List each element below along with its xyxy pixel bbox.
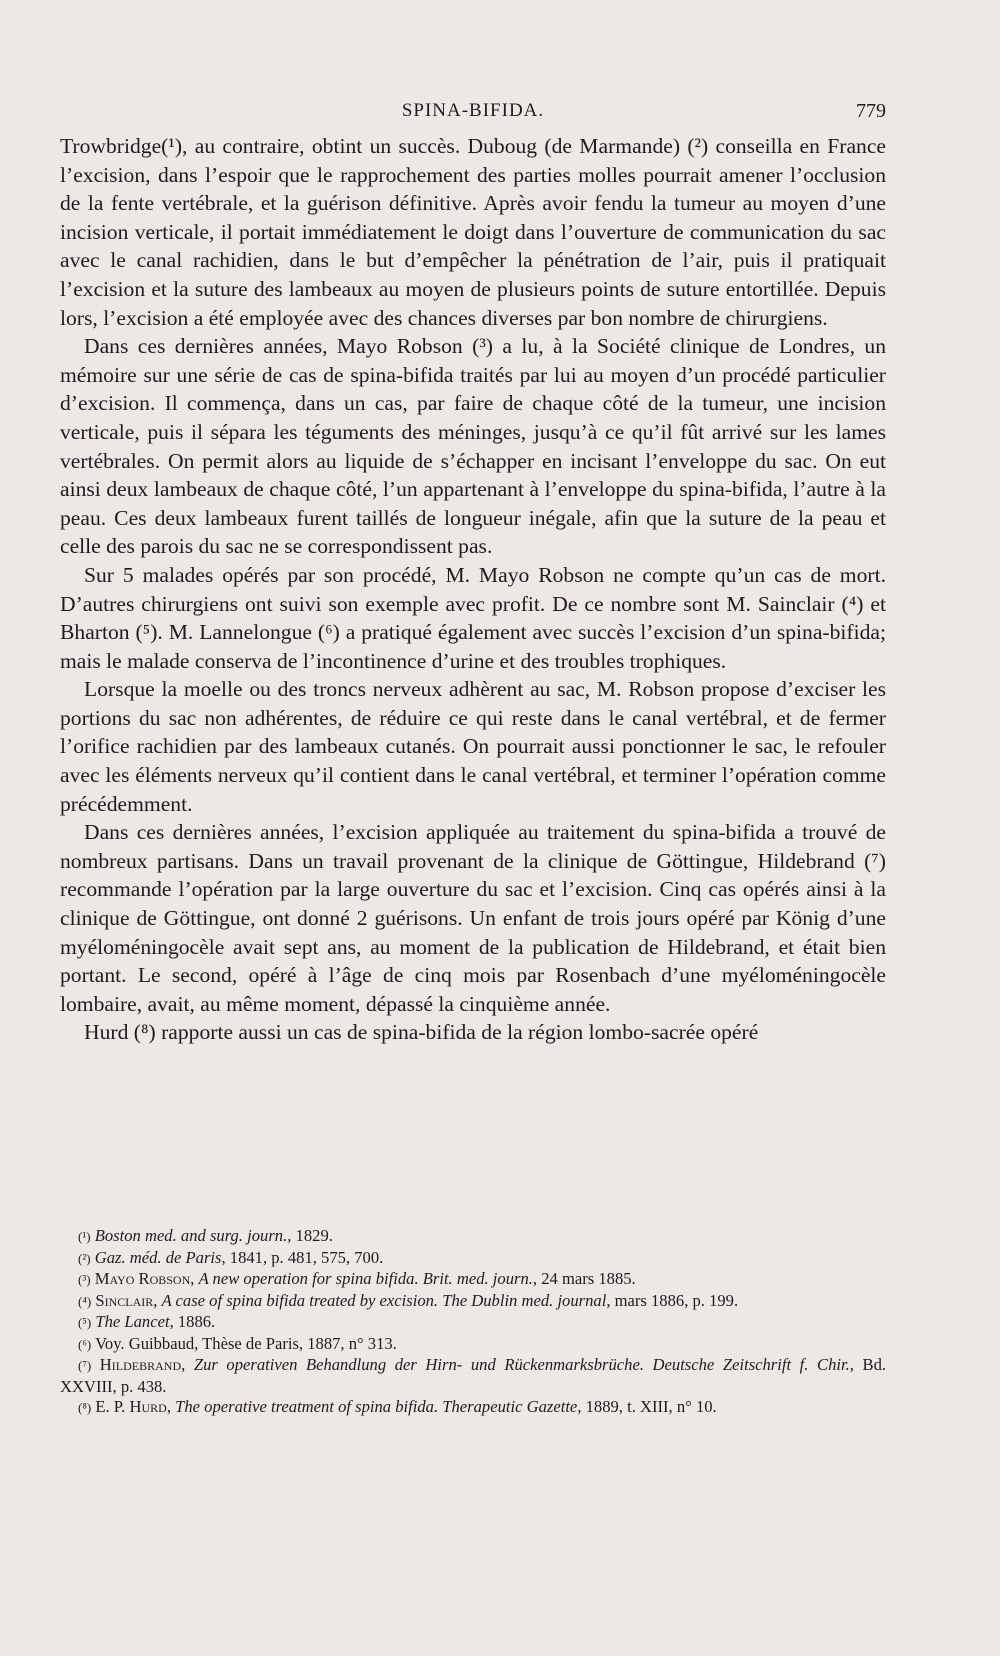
footnote: (⁷) Hildebrand, Zur operativen Behandlung der Hirn- und Rückenmarksbrüche. Deutsche Zeitschrift f. Chir., Bd. XXVIII, p. 438. <box>60 1355 887 1396</box>
footnote-rest: , mars 1886, p. 199. <box>606 1290 739 1310</box>
footnote-mark: (⁷) <box>78 1358 92 1373</box>
footnotes <box>60 1226 886 1419</box>
footnote-rest: Voy. Guibbaud, Thèse de Paris, 1887, n° 313. <box>95 1333 397 1353</box>
footnote: (³) Mayo Robson, A new operation for spina bifida. Brit. med. journ., 24 mars 1885. <box>78 1269 636 1288</box>
footnote: (⁴) Sinclair, A case of spina bifida treated by excision. The Dublin med. journal, mars 1886, p. 199. <box>78 1290 739 1310</box>
footnote-rest: , 1829. <box>287 1226 333 1245</box>
footnote-mark: (⁶) <box>78 1336 92 1352</box>
footnote-mark: (²) <box>78 1250 91 1266</box>
footnote <box>60 1248 886 1270</box>
footnote-rest: , 1841, p. 481, 575, 700. <box>221 1247 384 1267</box>
paragraph: Dans ces dernières années, l’excision appliquée au traitement du spina-bifida a trouvé de nombreux partisans. Dans un travail provenant de la clinique de Göttingue, Hildebrand (⁷) recommande l’opération par la large ouverture du sac et l’excision. Cinq cas opérés ainsi à la clinique de Göttingue, ont donné 2 guérisons. Un enfant de trois jours opéré par König d’une myéloméningocèle avait sept ans, au moment de la publication de Hildebrand, et était bien portant. Le second, opéré à l’âge de cinq mois par Rosenbach d’une myéloméningocèle lombaire, avait, au même moment, dépassé la cinquième année. <box>60 820 886 1016</box>
running-header <box>60 100 886 130</box>
footnote-mark: (⁴) <box>78 1293 92 1309</box>
footnote-rest: , 1889, t. XIII, n° 10. <box>577 1397 717 1416</box>
footnote-title: Gaz. méd. de Paris <box>94 1247 222 1267</box>
footnote: (⁸) E. P. Hurd, The operative treatment of spina bifida. Therapeutic Gazette, 1889, t. XIII, n° 10. <box>78 1397 717 1416</box>
footnote-mark: (³) <box>78 1272 91 1287</box>
paragraph: Hurd (⁸) rapporte aussi un cas de spina-bifida de la région lombo-sacrée opéré <box>84 1020 759 1045</box>
paragraph: Trowbridge(¹), au contraire, obtint un succès. Duboug (de Marmande) (²) conseilla en France l’excision, dans l’espoir que le rapprochement des parties molles pourrait amener l’occlusion de la fente vertébrale, et la guérison définitive. Après avoir fendu la tumeur au moyen d’une incision verticale, il portait immédiatement le doigt dans l’ouverture de communication du sac avec le canal rachidien, dans le but d’empêcher la pénétration de l’air, puis il pratiquait l’excision et la suture des lambeaux au moyen de plusieurs points de suture entortillée. Depuis lors, l’excision a été employée avec des chances diverses par bon nombre de chirurgiens. <box>60 134 886 330</box>
footnote-title: Boston med. and surg. journ. <box>94 1226 288 1245</box>
paragraph: Lorsque la moelle ou des troncs nerveux adhèrent au sac, M. Robson propose d’exciser les portions du sac non adhérentes, de réduire ce qui reste dans le canal vertébral, et de fermer l’orifice rachidien par des lambeaux cutanés. On pourrait aussi ponctionner le sac, le refouler avec les éléments nerveux qu’il contient dans le canal vertébral, et terminer l’opération comme précédemment. <box>60 677 886 816</box>
footnote-author: Mayo Robson <box>94 1269 191 1288</box>
footnote-title: The Lancet <box>95 1312 170 1331</box>
footnote-author: Hildebrand <box>99 1355 182 1374</box>
footnote-mark: (⁵) <box>78 1315 92 1330</box>
paragraph: Sur 5 malades opérés par son procédé, M. Mayo Robson ne compte qu’un cas de mort. D’autres chirurgiens ont suivi son exemple avec profit. De ce nombre sont M. Sainclair (⁴) et Bharton (⁵). M. Lannelongue (⁶) a pratiqué également avec succès l’excision d’un spina-bifida; mais le malade conserva de l’incontinence d’urine et des troubles trophiques. <box>60 562 886 673</box>
page-number: 779 <box>856 100 886 122</box>
footnote-title: The operative treatment of spina bifida. Therapeutic Gazette <box>175 1397 578 1416</box>
footnote-mark: (¹) <box>78 1229 91 1244</box>
body-text <box>60 132 886 1047</box>
footnote-mark: (⁸) <box>78 1400 92 1415</box>
footnote-rest: , Bd. XXVIII, p. 438. <box>60 1355 887 1396</box>
footnote <box>60 1312 886 1334</box>
footnote-author: E. P. Hurd <box>95 1397 167 1416</box>
footnote <box>60 1226 886 1248</box>
footnote-title: Zur operativen Behandlung der Hirn- und Rückenmarksbrüche. Deutsche Zeitschrift f. Chir. <box>193 1355 850 1374</box>
footnote-title: A case of spina bifida treated by excision. The Dublin med. journal <box>161 1290 607 1310</box>
footnote-title: A new operation for spina bifida. Brit. med. journ. <box>198 1269 533 1288</box>
footnote <box>60 1334 886 1356</box>
running-title: SPINA-BIFIDA. <box>401 100 545 121</box>
footnote-rest: , 24 mars 1885. <box>532 1269 636 1288</box>
footnote-author: Sinclair <box>95 1290 154 1310</box>
paragraph: Dans ces dernières années, Mayo Robson (³) a lu, à la Société clinique de Londres, un mémoire sur une série de cas de spina-bifida traités par lui au moyen d’un procédé particulier d’excision. Il commença, dans un cas, par faire de chaque côté de la tumeur, une incision verticale, puis il sépara les téguments des méninges, jusqu’à ce qu’il fût arrivé sur les lames vertébrales. On permit alors au liquide de s’échapper en incisant l’enveloppe du sac. On eut ainsi deux lambeaux de chaque côté, l’un appartenant à l’enveloppe du spina-bifida, l’autre à la peau. Ces deux lambeaux furent taillés de longueur inégale, afin que la suture de la peau et celle des parois du sac ne se correspondissent pas. <box>60 334 886 559</box>
footnote-rest: , 1886. <box>169 1312 216 1331</box>
